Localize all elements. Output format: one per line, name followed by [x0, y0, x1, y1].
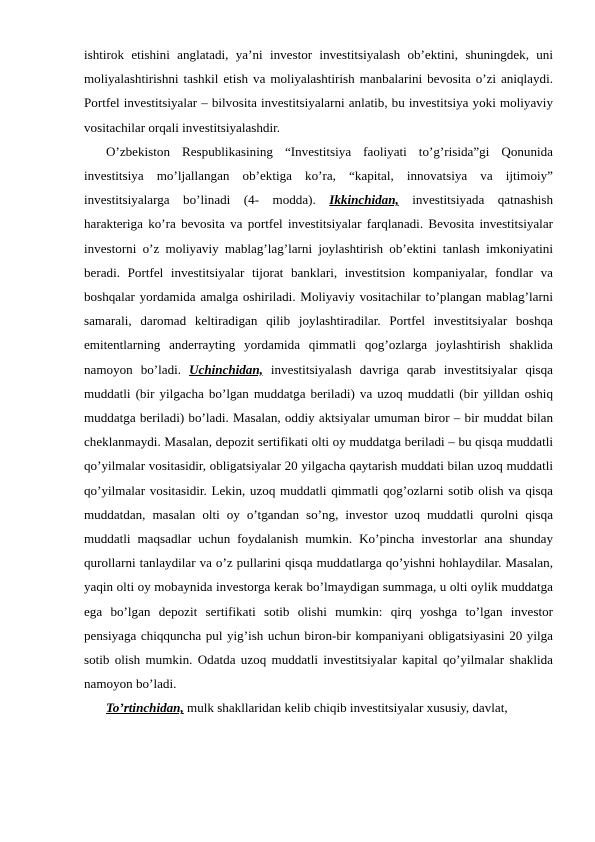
- document-page: [84, 43, 553, 721]
- text-segment: ishtirok etishini anglatadi, ya’ni investor investitsiyalash ob’ektini, shuningdek, uni moliyalashtirishni tashkil etish va moliyalashtirish manbalarini bevosita o’zi aniqlaydi. Portfel investitsiyalar – bilvosita investitsiyalarni anlatib, bu investitsiya yoki moliyaviy vositachilar orqali investitsiyalashdir.: [84, 47, 553, 135]
- text-segment: investitsiyalash davriga qarab investitsiyalar qisqa muddatli (bir yilgacha bo’lgan muddatga beriladi) va uzoq muddatli (bir yilldan oshiq muddatga beriladi) bo’ladi. Masalan, oddiy aktsiyalar umuman biror – bir muddat bilan cheklanmaydi. Masalan, depozit sertifikati olti oy muddatga beriladi – bu qisqa muddatli qo’yilmalar vositasidir, obligatsiyalar 20 yilgacha qaytarish muddati bilan uzoq muddatli qo’yilmalar vositasidir. Lekin, uzoq muddatli qimmatli qog’ozlarni sotib olish va qisqa muddatdan, masalan olti oy o’tgandan so’ng, investor uzoq muddatli qurolni qisqa muddatli maqsadlar uchun foydalanish mumkin. Ko’pincha investorlar ana shunday qurollarni tanlaydilar va o’z pullarini qisqa muddatlarga qo’yishni hohlaydilar. Masalan, yaqin olti oy mobaynida investorga kerak bo’lmaydigan summaga, u olti oylik muddatga ega bo’lgan depozit sertifikati sotib olishi mumkin: qirq yoshga to’lgan investor pensiyaga chiqquncha pul yig’ish uchun biron-bir kompaniyani obligatsiyasini 20 yilga sotib olish mumkin. Odatda uzoq muddatli investitsiyalar kapital qo’yilmalar shaklida namoyon bo’ladi.: [84, 361, 553, 692]
- text-segment: O’zbekiston Respublikasining “Investitsiya faoliyati to’g’risida”gi Qonunida investitsiya mo’ljallangan ob’ektiga ko’ra, “kapital, innovatsiya va ijtimoiy” investitsiyalarga bo’linadi (4- modda).: [84, 143, 553, 208]
- paragraph-2: [84, 140, 553, 697]
- ordinal-heading-tortinchidan: To’rtinchidan,: [106, 700, 184, 716]
- paragraph-1: [84, 43, 553, 140]
- ordinal-heading-ikkinchidan: Ikkinchidan,: [329, 192, 399, 208]
- text-segment: mulk shakllaridan kelib chiqib investitsiyalar xususiy, davlat,: [183, 700, 508, 716]
- text-segment: investitsiyada qatnashish harakteriga ko’ra bevosita va portfel investitsiyalar farqlanadi. Bevosita investitsiyalar investorni o’z moliyaviy mablag’lag’larni joylashtirish ob’ektini tanlash imkoniyatini beradi. Portfel investitsiyalar tijorat banklari, investitsion kompaniyalar, fondlar va boshqalar yordamida amalga oshiriladi. Moliyaviy vositachilar to’plangan mablag’larni samarali, daromad keltiradigan qilib joylashtiradilar. Portfel investitsiyalar boshqa emitentlarning anderrayting yordamida qimmatli qog’ozlarga joylashtirish shaklida namoyon bo’ladi.: [84, 192, 554, 377]
- ordinal-heading-uchinchidan: Uchinchidan,: [189, 361, 263, 377]
- paragraph-3: [84, 696, 553, 720]
